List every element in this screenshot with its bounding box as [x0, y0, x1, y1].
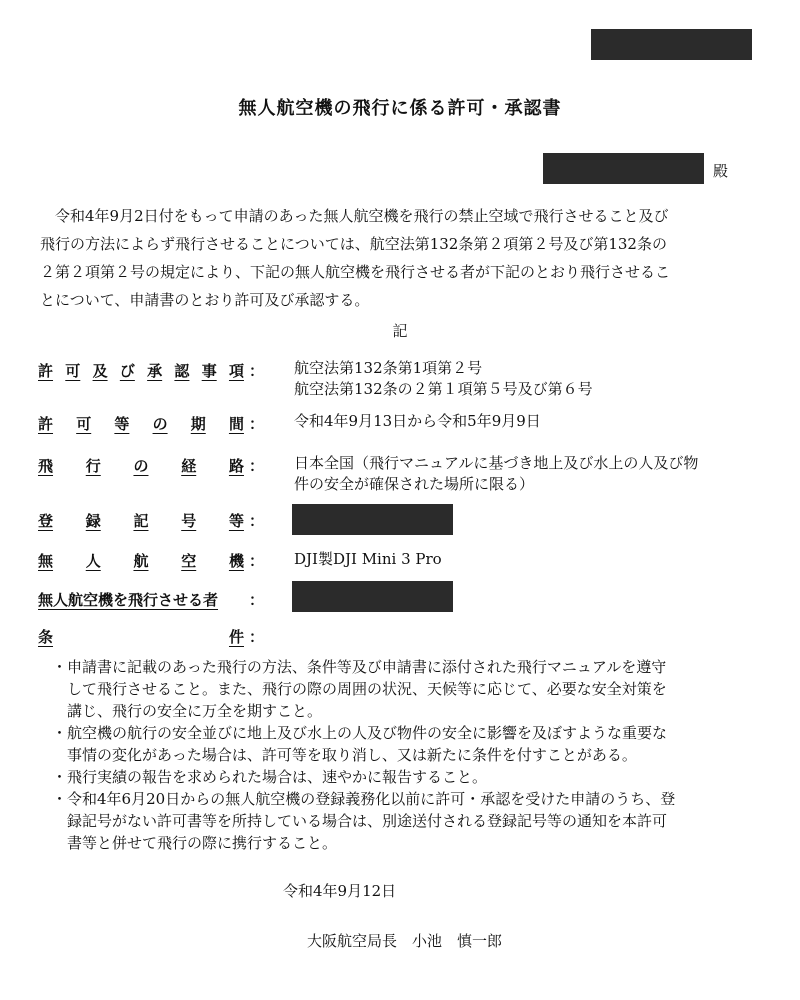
issuer-signature: 大阪航空局長 小池 慎一郎	[307, 932, 503, 950]
recipient-honorific: 殿	[713, 162, 729, 180]
label-char: 等	[114, 415, 130, 433]
label-char: 項	[228, 362, 244, 380]
condition-line: 書等と併せて飛行の際に携行すること。	[67, 834, 338, 852]
label-char: 等	[228, 512, 244, 530]
ki-heading: 記	[392, 322, 408, 340]
label-colon: ：	[248, 457, 264, 475]
label-chars	[38, 589, 244, 610]
condition-item	[52, 788, 766, 854]
label-char: 人	[85, 552, 101, 570]
label-char: 期	[190, 415, 206, 433]
condition-item	[52, 766, 766, 788]
label-char: 条	[38, 628, 54, 646]
label-colon: ：	[248, 362, 264, 380]
body-paragraph	[40, 202, 760, 314]
label-char: 記	[133, 512, 149, 530]
body-line: 飛行の方法によらず飛行させることについては、航空法第132条第２項第２号及び第132条の	[40, 235, 667, 253]
label-char: 航	[133, 552, 149, 570]
condition-item	[52, 656, 766, 722]
label-char: 事	[201, 362, 217, 380]
redacted-recipient-name	[543, 153, 704, 184]
condition-line: 録記号がない許可書等を所持している場合は、別途送付される登録記号等の通知を本許可	[67, 812, 668, 830]
label-approval-items	[38, 360, 264, 381]
label-colon: ：	[248, 552, 264, 570]
label-chars	[38, 626, 244, 647]
value-aircraft	[294, 549, 442, 570]
condition-line: ・ 航空機の航行の安全並びに地上及び水上の人及び物件の安全に影響を及ぼすような重要な	[52, 722, 766, 744]
value-line: 航空法第132条第1項第２号	[294, 359, 483, 377]
label-char: 録	[85, 512, 101, 530]
value-approval-items	[294, 358, 593, 400]
value-period	[294, 411, 541, 432]
value-line: DJI製DJI Mini 3 Pro	[294, 550, 442, 568]
label-chars	[38, 413, 244, 434]
value-line: 航空法第132条の２第１項第５号及び第６号	[294, 380, 593, 398]
label-chars	[38, 550, 244, 571]
label-char: 無人航空機を飛行させる者	[38, 591, 219, 609]
label-char: 機	[228, 552, 244, 570]
condition-line: ・ 申請書に記載のあった飛行の方法、条件等及び申請書に添付された飛行マニュアルを遵守	[52, 656, 766, 678]
label-colon: ：	[248, 415, 264, 433]
redacted-document-number	[591, 29, 752, 60]
document-title: 無人航空機の飛行に係る許可・承認書	[238, 98, 562, 119]
label-char: 飛	[38, 457, 54, 475]
condition-line: ・ 飛行実績の報告を求められた場合は、速やかに報告すること。	[52, 766, 766, 788]
label-char: 登	[38, 512, 54, 530]
condition-item	[52, 722, 766, 766]
label-char: 許	[38, 362, 54, 380]
body-line: 令和4年9月2日付をもって申請のあった無人航空機を飛行の禁止空域で飛行させること及び	[40, 207, 669, 225]
value-line: 日本全国（飛行マニュアルに基づき地上及び水上の人及び物	[294, 454, 699, 472]
label-chars	[38, 455, 244, 476]
label-char: の	[133, 457, 149, 475]
label-char: 空	[181, 552, 197, 570]
label-char: 路	[228, 457, 244, 475]
label-period	[38, 413, 264, 434]
value-line: 令和4年9月13日から令和5年9月9日	[294, 412, 541, 430]
issue-date: 令和4年9月12日	[283, 882, 397, 900]
value-line: 件の安全が確保された場所に限る）	[294, 475, 535, 493]
label-char: 及	[92, 362, 108, 380]
label-char: 経	[181, 457, 197, 475]
value-route	[294, 453, 698, 495]
label-colon: ：	[248, 628, 264, 646]
redacted-registration-number	[292, 504, 453, 535]
body-line: とについて、申請書のとおり許可及び承認する。	[40, 291, 370, 309]
label-char: 号	[181, 512, 197, 530]
label-conditions	[38, 626, 264, 647]
label-colon: ：	[248, 591, 264, 609]
label-char: 承	[147, 362, 163, 380]
label-char: 件	[228, 628, 244, 646]
label-char: 可	[76, 415, 92, 433]
label-char: 認	[174, 362, 190, 380]
label-char: 許	[38, 415, 54, 433]
label-route	[38, 455, 264, 476]
conditions-list	[52, 656, 766, 854]
label-char: 間	[228, 415, 244, 433]
label-char: 行	[85, 457, 101, 475]
label-colon: ：	[248, 512, 264, 530]
label-chars	[38, 510, 244, 531]
condition-line: 講じ、飛行の安全に万全を期すこと。	[67, 702, 323, 720]
condition-line: して飛行させること。また、飛行の際の周囲の状況、天候等に応じて、必要な安全対策を	[67, 680, 667, 698]
label-char: び	[119, 362, 135, 380]
label-char: 可	[65, 362, 81, 380]
label-aircraft	[38, 550, 264, 571]
label-registration	[38, 510, 264, 531]
condition-line: ・ 令和4年6月20日からの無人航空機の登録義務化以前に許可・承認を受けた申請のうち、登	[52, 788, 766, 810]
condition-line: 事情の変化があった場合は、許可等を取り消し、又は新たに条件を付すことがある。	[67, 746, 637, 764]
redacted-operator-name	[292, 581, 453, 612]
body-line: ２第２項第２号の規定により、下記の無人航空機を飛行させる者が下記のとおり飛行させるこ	[40, 263, 671, 281]
label-chars	[38, 360, 244, 381]
label-char: 無	[38, 552, 54, 570]
label-char: の	[152, 415, 168, 433]
label-operator	[38, 589, 264, 610]
